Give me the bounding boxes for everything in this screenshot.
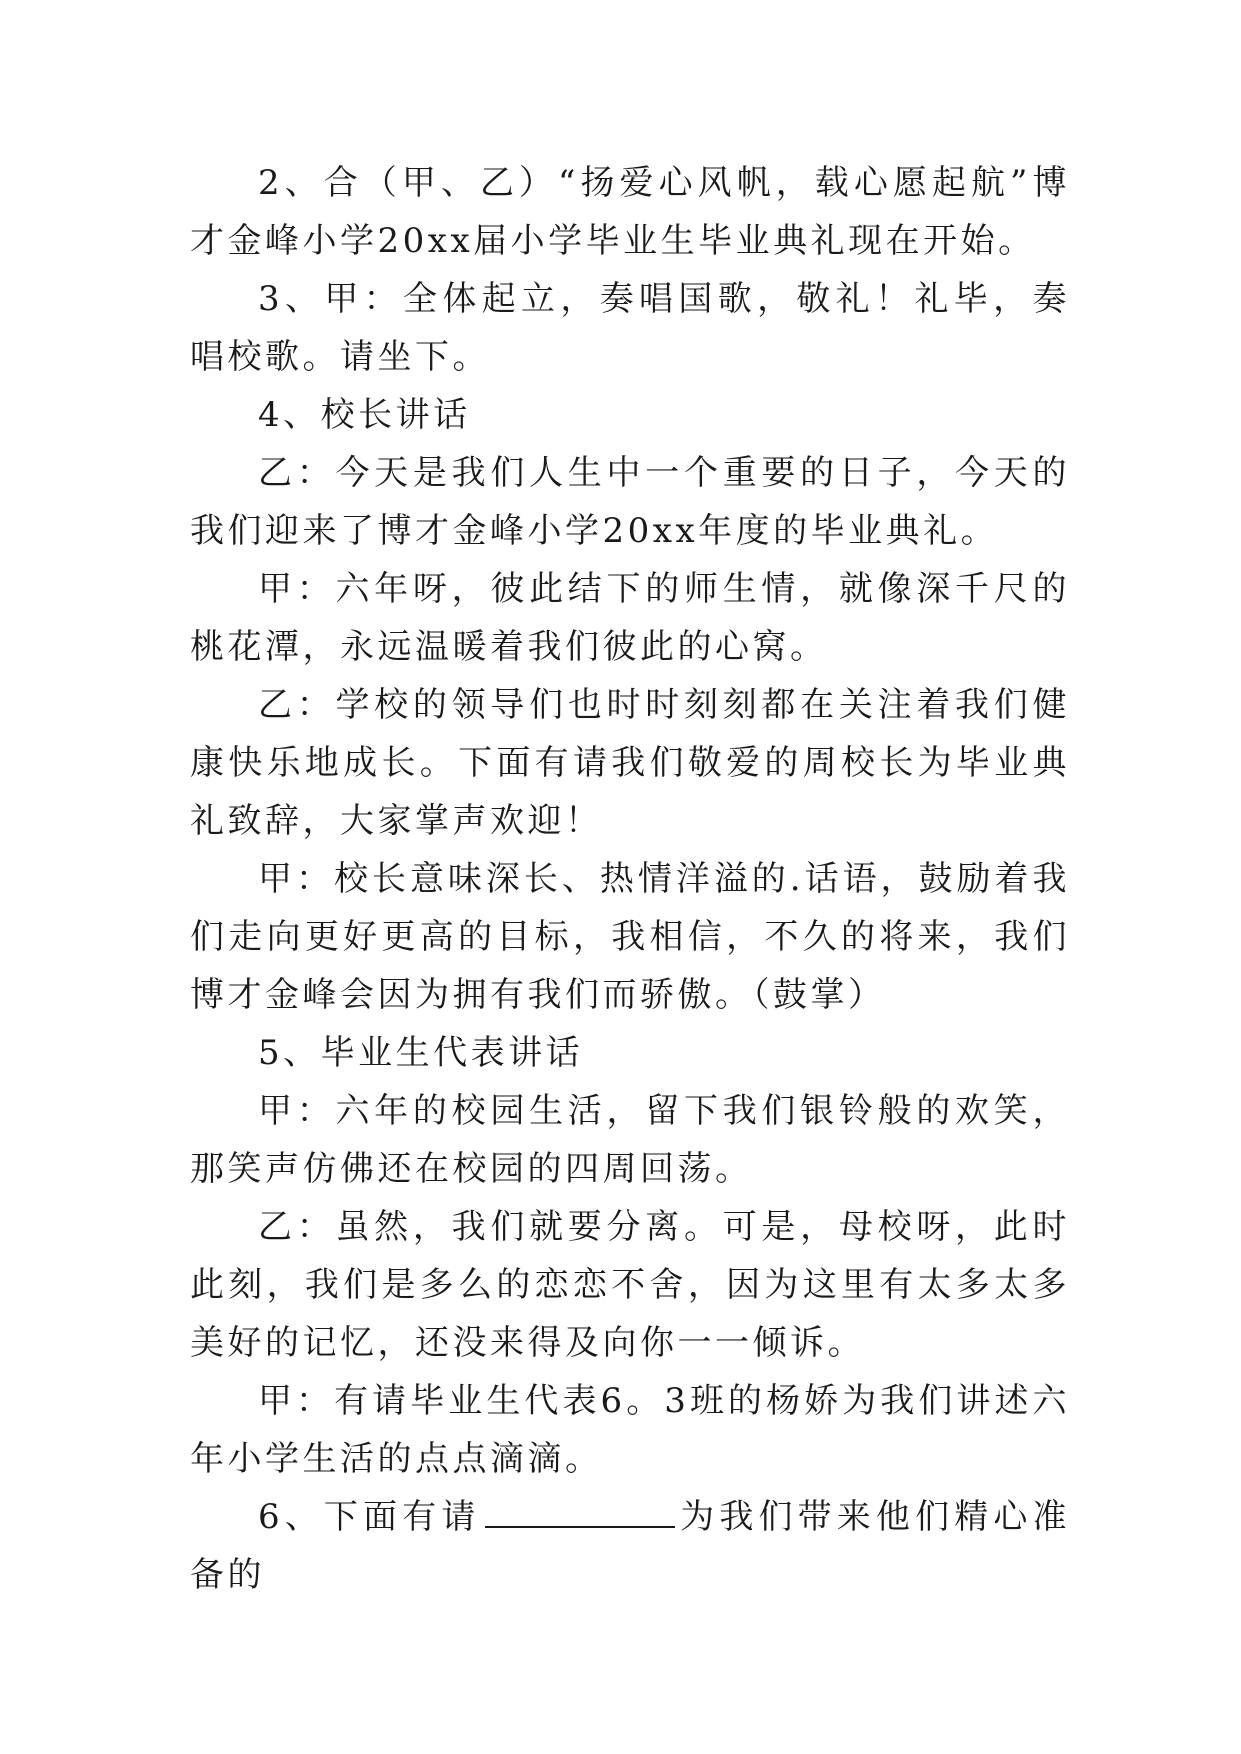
paragraph-item-3: 3、甲：全体起立，奏唱国歌，敬礼！礼毕，奏唱校歌。请坐下。 <box>190 279 1070 377</box>
document-body <box>190 154 1070 1604</box>
paragraph-dialogue: 甲：有请毕业生代表6。3班的杨娇为我们讲述六年小学生活的点点滴滴。 <box>190 1381 1070 1479</box>
paragraph-dialogue: 乙：学校的领导们也时时刻刻都在关注着我们健康快乐地成长。下面有请我们敬爱的周校长为毕业典礼致辞，大家掌声欢迎！ <box>190 685 1070 841</box>
paragraph-item-6: 6、下面有请 为我们带来他们精心准备的 <box>190 1497 1071 1595</box>
paragraph-item-2: 2、合（甲、乙）“扬爱心风帆，载心愿起航”博才金峰小学20xx届小学毕业生毕业典礼现在开始。 <box>190 163 1070 261</box>
fill-in-blank <box>485 1496 675 1528</box>
paragraph-dialogue: 甲：六年呀，彼此结下的师生情，就像深千尺的桃花潭，永远温暖着我们彼此的心窝。 <box>190 569 1070 667</box>
section-heading-principal-speech: 4、校长讲话 <box>258 395 471 435</box>
paragraph-dialogue: 甲：校长意味深长、热情洋溢的.话语，鼓励着我们走向更好更高的目标，我相信，不久的将来，我们博才金峰会因为拥有我们而骄傲。（鼓掌） <box>190 859 1070 1015</box>
paragraph-dialogue: 乙：今天是我们人生中一个重要的日子，今天的我们迎来了博才金峰小学20xx年度的毕业典礼。 <box>190 453 1070 551</box>
section-heading-graduate-speech: 5、毕业生代表讲话 <box>258 1033 584 1073</box>
paragraph-dialogue: 甲：六年的校园生活，留下我们银铃般的欢笑，那笑声仿佛还在校园的四周回荡。 <box>190 1091 1070 1189</box>
paragraph-dialogue: 乙：虽然，我们就要分离。可是，母校呀，此时此刻，我们是多么的恋恋不舍，因为这里有太多太多美好的记忆，还没来得及向你一一倾诉。 <box>190 1207 1070 1363</box>
